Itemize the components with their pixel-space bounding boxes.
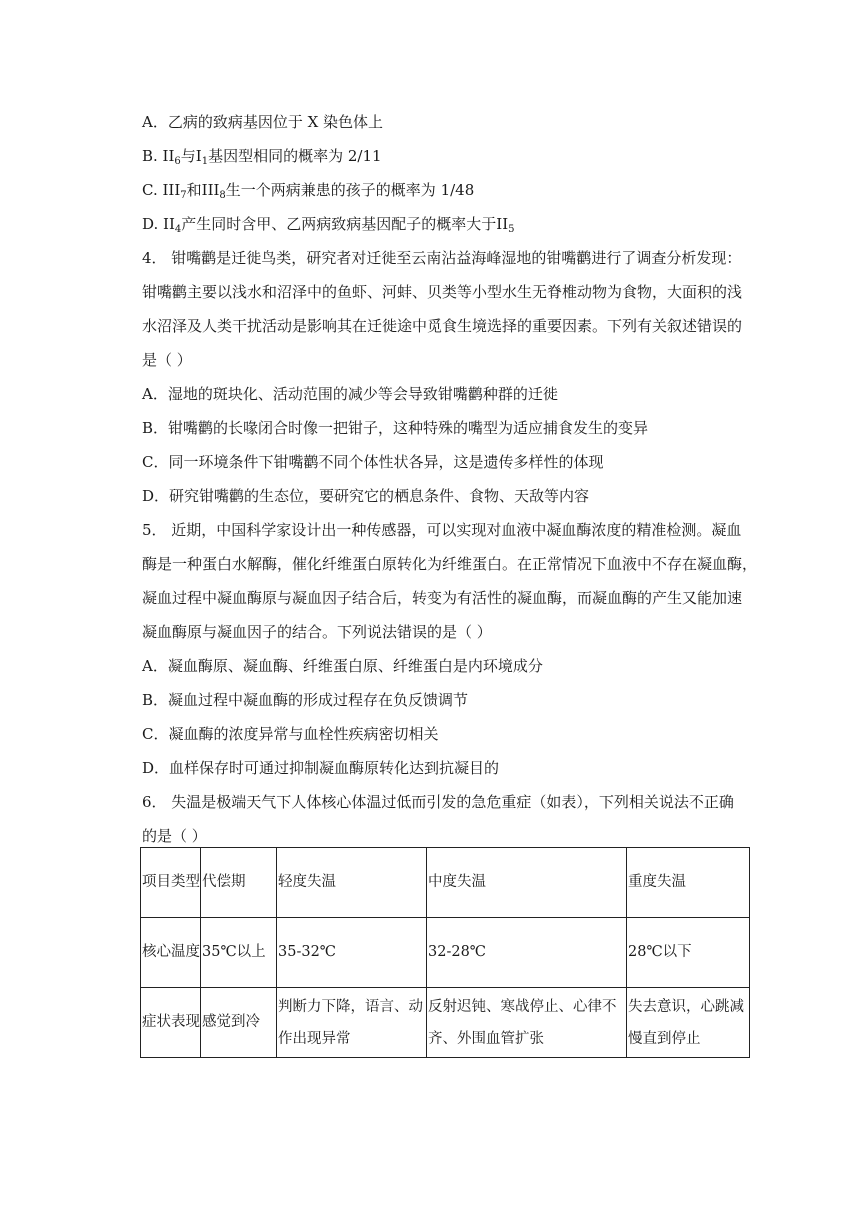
table-header-cell: 项目类型 bbox=[141, 848, 201, 918]
q4-stem-line-2: 钳嘴鹳主要以浅水和沼泽中的鱼虾、河蚌、贝类等小型水生无脊椎动物为食物，大面积的浅 bbox=[142, 283, 743, 301]
table-header-cell: 中度失温 bbox=[427, 848, 627, 918]
q3-option-c: C. $III_7$和$III_8$生一个两病兼患的孩子的概率为 1/48 bbox=[142, 181, 475, 201]
q3-option-d: D. $II_4$产生同时含甲、乙两病致病基因配子的概率大于$II_5$ bbox=[142, 215, 515, 235]
q6-stem-line-1: 6． 失温是极端天气下人体核心体温过低而引发的急危重症（如表），下列相关说法不正确 bbox=[142, 793, 734, 811]
q6-stem-line-2: 的是（ ） bbox=[142, 827, 207, 845]
table-cell: 反射迟钝、寒战停止、心律不齐、外围血管扩张 bbox=[427, 988, 627, 1058]
table-cell: 症状表现 bbox=[141, 988, 201, 1058]
q3-option-b: B. $II_6$与$I_1$基因型相同的概率为 2/11 bbox=[142, 147, 382, 167]
table-cell: 核心温度 bbox=[141, 918, 201, 988]
table-cell: 32-28℃ bbox=[427, 918, 627, 988]
q5-option-b: B．凝血过程中凝血酶的形成过程存在负反馈调节 bbox=[142, 691, 469, 709]
table-header-cell: 重度失温 bbox=[627, 848, 750, 918]
q5-stem-line-3: 凝血过程中凝血酶原与凝血因子结合后，转变为有活性的凝血酶，而凝血酶的产生又能加速 bbox=[142, 589, 743, 607]
table-cell: 28℃以下 bbox=[627, 918, 750, 988]
q5-option-c: C．凝血酶的浓度异常与血栓性疾病密切相关 bbox=[142, 725, 439, 743]
table-header-cell: 代偿期 bbox=[201, 848, 277, 918]
table-cell: 判断力下降，语言、动作出现异常 bbox=[277, 988, 427, 1058]
q4-option-a: A．湿地的斑块化、活动范围的减少等会导致钳嘴鹳种群的迁徙 bbox=[142, 385, 558, 403]
table-cell: 失去意识，心跳减慢直到停止 bbox=[627, 988, 750, 1058]
table-cell: 35-32℃ bbox=[277, 918, 427, 988]
q4-stem-line-1: 4． 钳嘴鹳是迁徙鸟类，研究者对迁徙至云南沾益海峰湿地的钳嘴鹳进行了调查分析发现： bbox=[142, 249, 742, 267]
q5-stem-line-4: 凝血酶原与凝血因子的结合。下列说法错误的是（ ） bbox=[142, 623, 492, 641]
table-header-row bbox=[141, 848, 750, 918]
q5-stem-line-1: 5． 近期，中国科学家设计出一种传感器，可以实现对血液中凝血酶浓度的精准检测。凝血 bbox=[142, 521, 742, 539]
table-row bbox=[141, 918, 750, 988]
table-cell: 35℃以上 bbox=[201, 918, 277, 988]
table-row bbox=[141, 988, 750, 1058]
q5-stem-line-2: 酶是一种蛋白水解酶，催化纤维蛋白原转化为纤维蛋白。在正常情况下血液中不存在凝血酶， bbox=[142, 555, 758, 573]
q4-stem-line-4: 是（ ） bbox=[142, 351, 192, 369]
q4-option-d: D．研究钳嘴鹳的生态位，要研究它的栖息条件、食物、天敌等内容 bbox=[142, 487, 590, 505]
hypothermia-table bbox=[140, 847, 750, 1058]
table-cell: 感觉到冷 bbox=[201, 988, 277, 1058]
table-header-cell: 轻度失温 bbox=[277, 848, 427, 918]
q5-option-a: A．凝血酶原、凝血酶、纤维蛋白原、纤维蛋白是内环境成分 bbox=[142, 657, 543, 675]
q4-stem-line-3: 水沼泽及人类干扰活动是影响其在迁徙途中觅食生境选择的重要因素。下列有关叙述错误的 bbox=[142, 317, 743, 335]
q3-option-a: A．乙病的致病基因位于 X 染色体上 bbox=[142, 113, 384, 131]
q4-option-b: B．钳嘴鹳的长喙闭合时像一把钳子，这种特殊的嘴型为适应捕食发生的变异 bbox=[142, 419, 649, 437]
q5-option-d: D．血样保存时可通过抑制凝血酶原转化达到抗凝目的 bbox=[142, 759, 500, 777]
q4-option-c: C．同一环境条件下钳嘴鹳不同个体性状各异，这是遗传多样性的体现 bbox=[142, 453, 604, 471]
